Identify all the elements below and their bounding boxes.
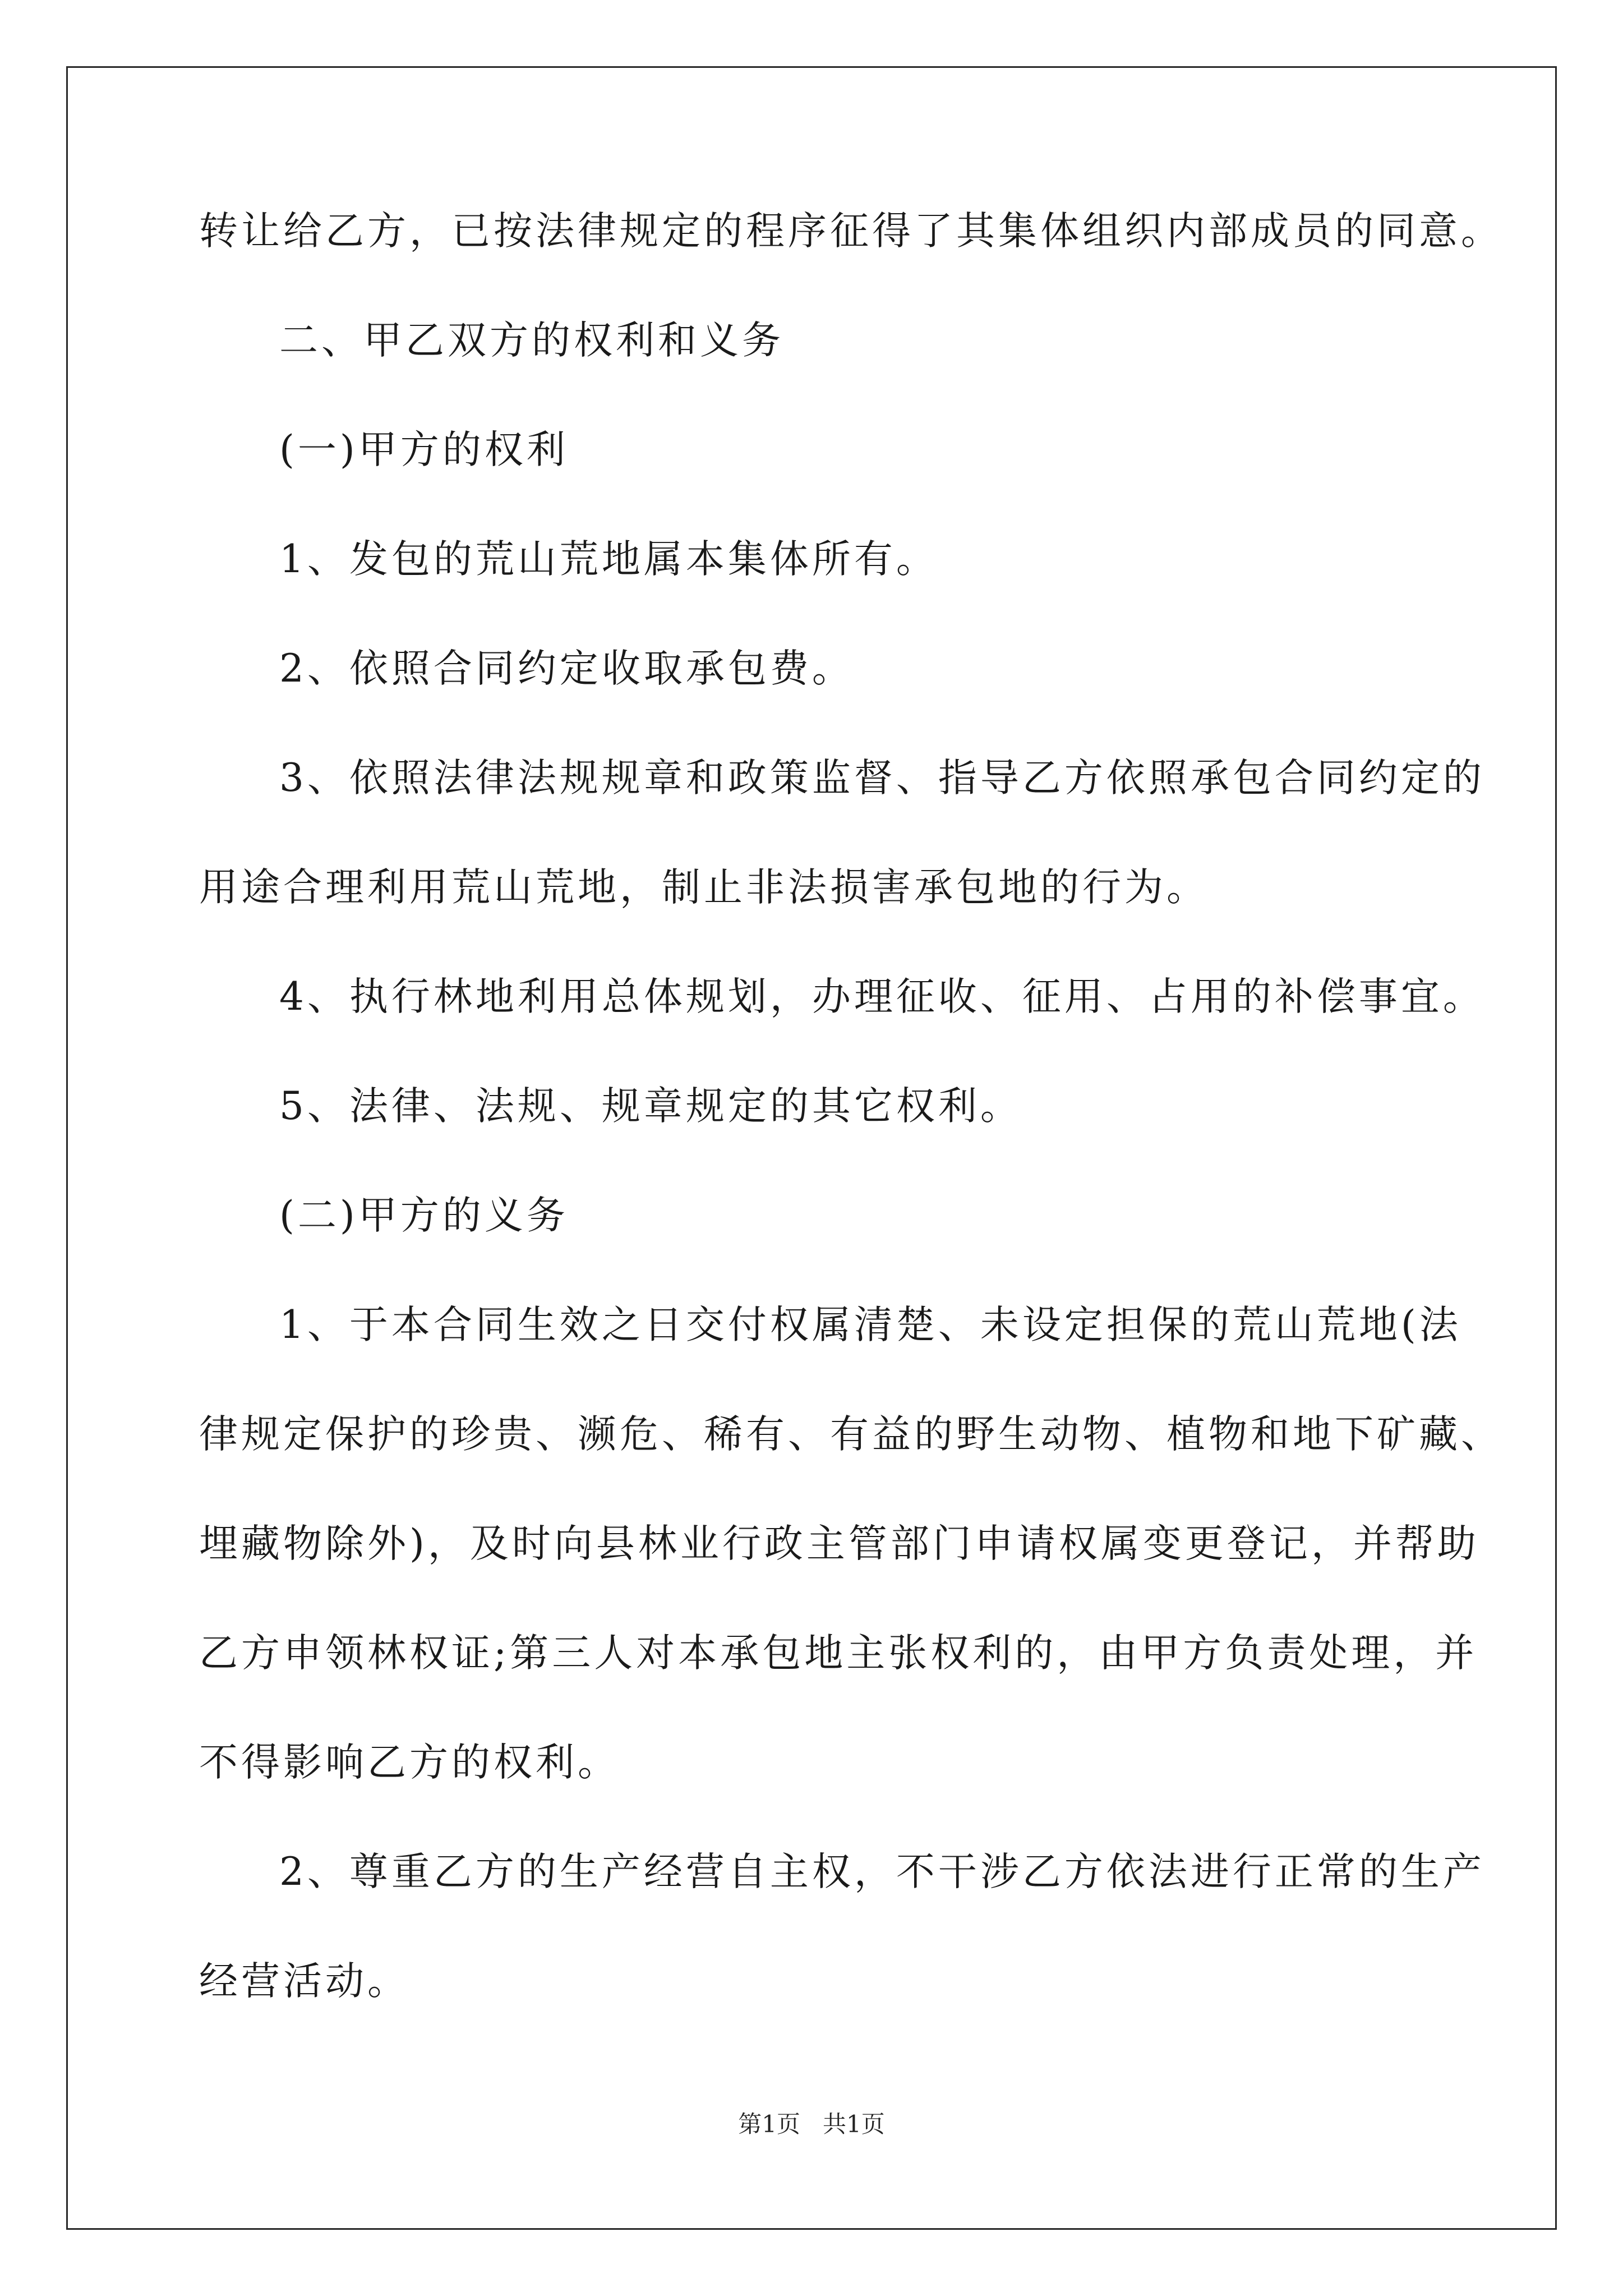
- paragraph-line: 用途合理利用荒山荒地，制止非法损害承包地的行为。: [199, 865, 1209, 910]
- list-item: 3、依照法律法规规章和政策监督、指导乙方依照承包合同约定的: [279, 756, 1485, 800]
- list-item: 4、执行林地利用总体规划，办理征收、征用、占用的补偿事宜。: [279, 974, 1485, 1019]
- paragraph-line: 埋藏物除外)，及时向县林业行政主管部门申请权属变更登记，并帮助: [199, 1521, 1479, 1566]
- subsection-heading: (二)甲方的义务: [279, 1193, 569, 1238]
- list-item: 1、发包的荒山荒地属本集体所有。: [279, 537, 938, 582]
- section-heading: 二、甲乙双方的权利和义务: [279, 318, 784, 363]
- paragraph-line: 经营活动。: [199, 1959, 409, 2004]
- list-item: 2、依照合同约定收取承包费。: [279, 646, 854, 691]
- paragraph-line: 不得影响乙方的权利。: [199, 1740, 620, 1785]
- paragraph-line: 转让给乙方，已按法律规定的程序征得了其集体组织内部成员的同意。: [199, 209, 1503, 254]
- list-item: 1、于本合同生效之日交付权属清楚、未设定担保的荒山荒地(法: [279, 1303, 1461, 1347]
- paragraph-line: 律规定保护的珍贵、濒危、稀有、有益的野生动物、植物和地下矿藏、: [199, 1412, 1503, 1457]
- list-item: 5、法律、法规、规章规定的其它权利。: [279, 1084, 1022, 1129]
- page-number: 第1页 共1页: [738, 2110, 885, 2138]
- list-item: 2、尊重乙方的生产经营自主权，不干涉乙方依法进行正常的生产: [279, 1849, 1485, 1894]
- paragraph-line: 乙方申领林权证;第三人对本承包地主张权利的，由甲方负责处理，并: [199, 1631, 1478, 1676]
- subsection-heading: (一)甲方的权利: [279, 427, 569, 472]
- page-border: [66, 66, 1557, 2230]
